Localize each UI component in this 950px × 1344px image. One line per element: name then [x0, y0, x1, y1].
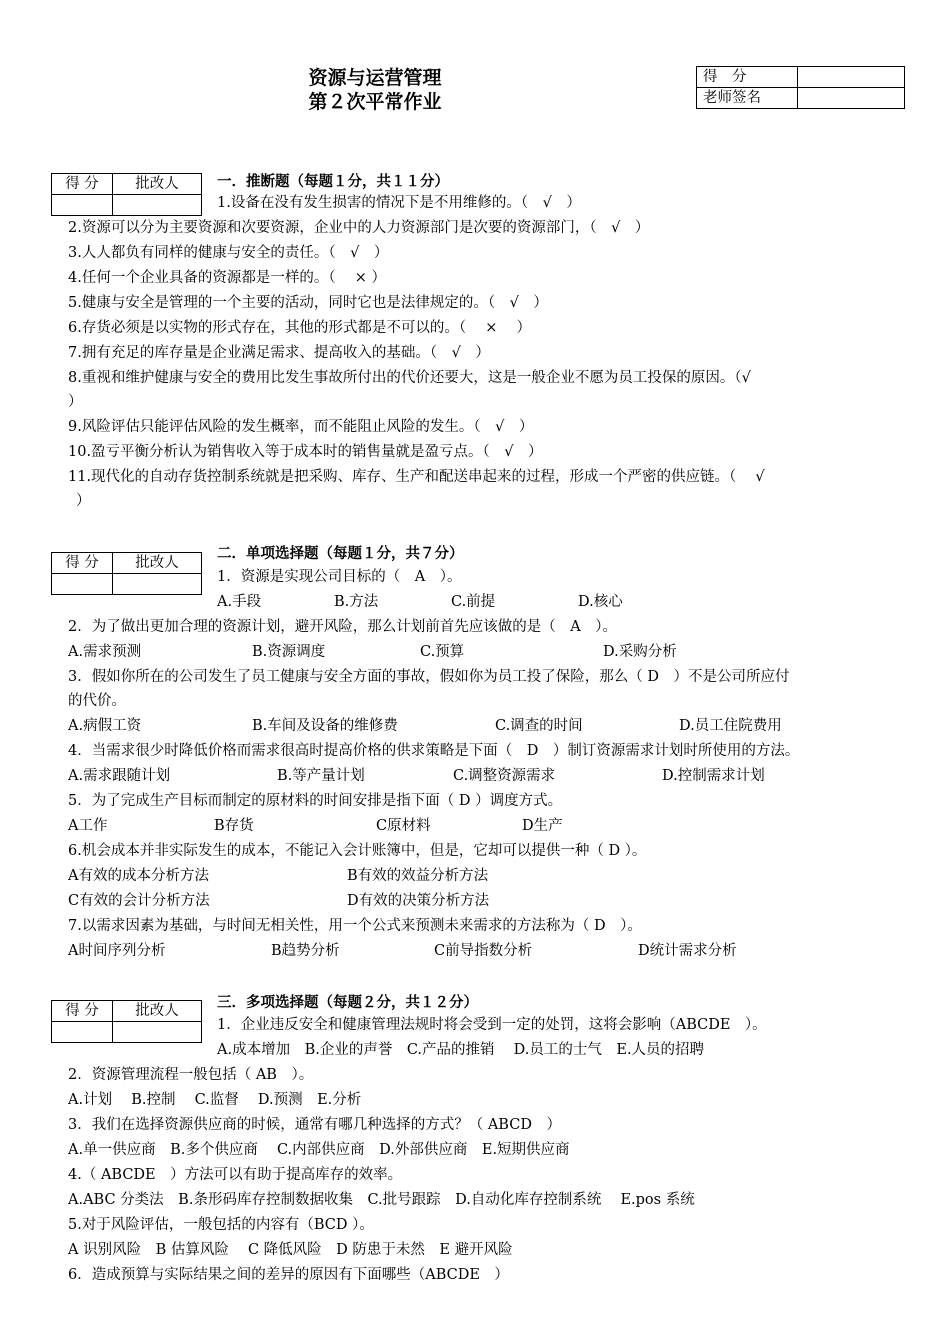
sc-q1-option-b: B.方法	[334, 594, 379, 610]
sc-q7-option-d: D统计需求分析	[638, 943, 737, 959]
mc-question-2: 2．资源管理流程一般包括（ AB ）。	[68, 1067, 314, 1083]
grader-name-label: 批改人	[113, 1001, 202, 1022]
sc-q6-option-c: C有效的会计分析方法	[68, 893, 210, 909]
sc-q1-option-a: A.手段	[217, 594, 262, 610]
grader-score-label: 得 分	[52, 1001, 113, 1022]
sc-q5-option-b: B存货	[214, 818, 254, 834]
tf-item-8: 8.重视和维护健康与安全的费用比发生事故所付出的代价还要大，这是一般企业不愿为员工投保的原因。（√	[68, 370, 751, 386]
sc-q7-option-c: C前导指数分析	[434, 943, 533, 959]
tf-item-3: 3.人人都负有同样的健康与安全的责任。（ √ ）	[68, 245, 389, 261]
sc-q6-option-b: B有效的效益分析方法	[347, 868, 489, 884]
grader-score-cell	[52, 574, 113, 595]
score-label: 得 分	[697, 67, 798, 88]
sc-question-3-cont: 的代价。	[68, 693, 126, 709]
document-title	[280, 66, 470, 114]
sc-question-4: 4．当需求很少时降低价格而需求很高时提高价格的供求策略是下面（ D ）制订资源需求计划时所使用的方法。	[68, 743, 800, 759]
sc-q6-option-d: D有效的决策分析方法	[347, 893, 490, 909]
sc-q2-option-b: B.资源调度	[252, 644, 326, 660]
grader-score-cell	[52, 1022, 113, 1043]
sc-q3-option-a: A.病假工资	[68, 718, 142, 734]
sc-question-7: 7.以需求因素为基础，与时间无相关性，用一个公式来预测未来需求的方法称为（ D ）。	[68, 918, 642, 934]
teacher-signature-label: 老师签名	[697, 88, 798, 109]
mc-q3-options: A.单一供应商 B.多个供应商 C.内部供应商 D.外部供应商 E.短期供应商	[68, 1142, 570, 1158]
grader-name-label: 批改人	[113, 553, 202, 574]
sc-q1-option-c: C.前提	[451, 594, 496, 610]
section3-grader-table	[51, 1000, 202, 1043]
sc-q6-option-a: A有效的成本分析方法	[68, 868, 209, 884]
sc-question-1: 1．资源是实现公司目标的（ A ）。	[217, 569, 462, 585]
mc-question-5: 5.对于风险评估，一般包括的内容有（BCD ）。	[68, 1217, 374, 1233]
sc-q2-option-d: D.采购分析	[603, 644, 677, 660]
grader-name-cell	[113, 1022, 202, 1043]
title-line-1: 资源与运营管理	[308, 67, 442, 89]
tf-item-1: 1.设备在没有发生损害的情况下是不用维修的。（ √ ）	[217, 195, 581, 211]
sc-q5-option-c: C原材料	[376, 818, 431, 834]
sc-q4-option-d: D.控制需求计划	[662, 768, 765, 784]
mc-question-6: 6．造成预算与实际结果之间的差异的原因有下面哪些（ABCDE ）	[68, 1267, 509, 1283]
sc-q1-option-d: D.核心	[578, 594, 623, 610]
tf-item-6: 6.存货必须是以实物的形式存在，其他的形式都是不可以的。（ × ）	[68, 320, 531, 336]
sc-q5-option-d: D生产	[522, 818, 563, 834]
sc-q3-option-d: D.员工住院费用	[679, 718, 782, 734]
section3-heading: 三．多项选择题（每题２分，共１２分）	[217, 994, 478, 1011]
sc-q7-option-a: A时间序列分析	[68, 943, 166, 959]
mc-q4-options: A.ABC 分类法 B.条形码库存控制数据收集 C.批号跟踪 D.自动化库存控制系统 E.pos 系统	[68, 1192, 695, 1208]
tf-item-10: 10.盈亏平衡分析认为销售收入等于成本时的销售量就是盈亏点。（ √ ）	[68, 444, 543, 460]
score-cell	[798, 67, 905, 88]
sc-q3-option-c: C.调查的时间	[495, 718, 583, 734]
sc-q7-option-b: B趋势分析	[271, 943, 340, 959]
sc-q4-option-a: A.需求跟随计划	[68, 768, 171, 784]
tf-item-5: 5.健康与安全是管理的一个主要的活动，同时它也是法律规定的。（ √ ）	[68, 295, 548, 311]
tf-item-2: 2.资源可以分为主要资源和次要资源，企业中的人力资源部门是次要的资源部门，（ √ ）	[68, 220, 650, 236]
sc-question-3: 3．假如你所在的公司发生了员工健康与安全方面的事故，假如你为员工投了保险，那么（ D ）不是公司所应付	[68, 669, 790, 685]
tf-item-4: 4.任何一个企业具备的资源都是一样的。（ × ）	[68, 270, 386, 286]
sc-q2-option-c: C.预算	[420, 644, 465, 660]
section2-heading: 二．单项选择题（每题１分，共７分）	[217, 545, 464, 562]
mc-q2-options: A.计划 B.控制 C.监督 D.预测 E.分析	[68, 1092, 362, 1108]
section2-grader-table	[51, 552, 202, 595]
grader-score-label: 得 分	[52, 553, 113, 574]
tf-item-7: 7.拥有充足的库存量是企业满足需求、提高收入的基础。（ √ ）	[68, 345, 490, 361]
sc-q3-option-b: B.车间及设备的维修费	[252, 718, 398, 734]
tf-item-11: 11.现代化的自动存货控制系统就是把采购、库存、生产和配送串起来的过程，形成一个严密的供应链。（ √	[68, 469, 765, 485]
mc-question-3: 3．我们在选择资源供应商的时候，通常有哪几种选择的方式？（ ABCD ）	[68, 1117, 561, 1133]
tf-item-11-cont: ）	[76, 493, 91, 509]
tf-item-9: 9.风险评估只能评估风险的发生概率，而不能阻止风险的发生。（ √ ）	[68, 419, 534, 435]
score-signature-table	[696, 66, 905, 109]
grader-name-label: 批改人	[113, 174, 202, 195]
grader-score-cell	[52, 195, 113, 216]
section1-grader-table	[51, 173, 202, 216]
sc-question-2: 2．为了做出更加合理的资源计划，避开风险，那么计划前首先应该做的是（ A ）。	[68, 619, 617, 635]
mc-q5-options: A 识别风险 B 估算风险 C 降低风险 D 防患于未然 E 避开风险	[68, 1242, 513, 1258]
sc-q2-option-a: A.需求预测	[68, 644, 142, 660]
tf-item-8-cont: ）	[68, 394, 83, 410]
sc-q4-option-b: B.等产量计划	[277, 768, 365, 784]
mc-q1-options: A.成本增加 B.企业的声誉 C.产品的推销 D.员工的士气 E.人员的招聘	[217, 1042, 705, 1058]
mc-question-1: 1．企业违反安全和健康管理法规时将会受到一定的处罚，这将会影响（ABCDE ）。	[217, 1017, 767, 1033]
section1-heading: 一．推断题（每题１分，共１１分）	[217, 173, 449, 190]
mc-question-4: 4.（ ABCDE ）方法可以有助于提高库存的效率。	[68, 1167, 403, 1183]
sc-q5-option-a: A工作	[68, 818, 108, 834]
sc-q4-option-c: C.调整资源需求	[453, 768, 556, 784]
grader-score-label: 得 分	[52, 174, 113, 195]
grader-name-cell	[113, 574, 202, 595]
teacher-signature-cell	[798, 88, 905, 109]
sc-question-6: 6.机会成本并非实际发生的成本，不能记入会计账簿中，但是，它却可以提供一种（ D ）。	[68, 843, 647, 859]
grader-name-cell	[113, 195, 202, 216]
sc-question-5: 5．为了完成生产目标而制定的原材料的时间安排是指下面（ D ）调度方式。	[68, 793, 563, 809]
title-line-2: 第２次平常作业	[308, 91, 442, 113]
